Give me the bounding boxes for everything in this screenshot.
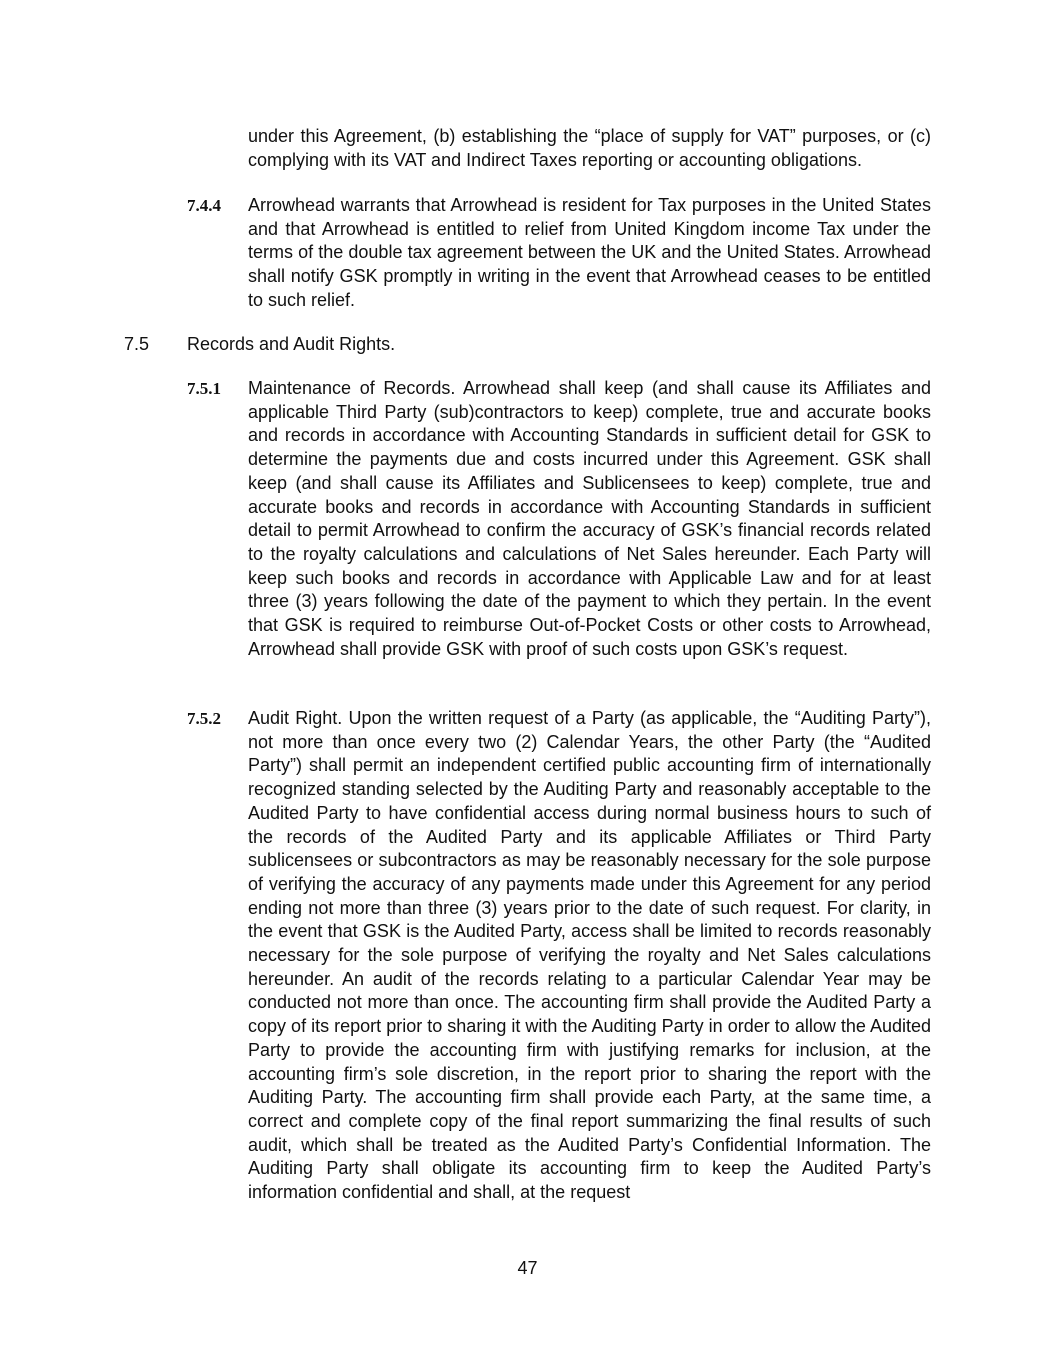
section-number-7-5: 7.5: [124, 334, 150, 354]
clause-7-5-1-text: Maintenance of Records. Arrowhead shall keep (and shall cause its Affiliates and applicable Third Party (sub)contractors to keep) complete, true and accurate books and records in accordance with Accounting Standards in sufficient detail for GSK to determine the payments due and costs incurred under this Agreement. GSK shall keep (and shall cause its Affiliates and Sublicensees to keep) complete, true and accurate books and records in accordance with Accounting Standards in sufficient detail to permit Arrowhead to confirm the accuracy of GSK’s financial records related to the royalty calculations and calculations of Net Sales hereunder. Each Party will keep such books and records in accordance with Applicable Law and for at least three (3) years following the date of the payment to which they pertain. In the event that GSK is required to reimburse Out-of-Pocket Costs or other costs to Arrowhead, Arrowhead shall provide GSK with proof of such costs upon GSK’s request.: [248, 378, 931, 659]
section-title-7-5: Records and Audit Rights.: [187, 334, 396, 354]
clause-number-7-5-2: 7.5.2: [187, 709, 221, 728]
clause-7-5-2-text: Audit Right. Upon the written request of a Party (as applicable, the “Auditing Party”), not more than once every two (2) Calendar Years, the other Party (the “Audited Party”) shall permit an independent certified public accounting firm of internationally recognized standing selected by the Auditing Party and reasonably acceptable to the Audited Party to have confidential access during normal business hours to such of the records of the Audited Party and its applicable Affiliates or Third Party sublicensees or subcontractors as may be reasonably necessary for the sole purpose of verifying the accuracy of any payments made under this Agreement for any period ending not more than three (3) years prior to the date of such request. For clarity, in the event that GSK is the Audited Party, access shall be limited to records reasonably necessary for the sole purpose of verifying the royalty and Net Sales calculations hereunder. An audit of the records relating to a particular Calendar Year may be conducted not more than once. The accounting firm shall provide the Audited Party a copy of its report prior to sharing it with the Auditing Party in order to allow the Audited Party to provide the accounting firm with justifying remarks for inclusion, at the accounting firm’s sole discretion, in the report prior to sharing the report with the Auditing Party. The accounting firm shall provide each Party, at the same time, a correct and complete copy of the final report summarizing the final results of such audit, which shall be treated as the Audited Party’s Confidential Information. The Auditing Party shall obligate its accounting firm to keep the Audited Party’s information confidential and shall, at the request: [248, 708, 931, 1203]
page-number: 47: [517, 1258, 538, 1278]
continuation-paragraph: under this Agreement, (b) establishing the “place of supply for VAT” purposes, or (c) complying with its VAT and Indirect Taxes reporting or accounting obligations.: [248, 126, 931, 170]
clause-7-4-4-text: Arrowhead warrants that Arrowhead is resident for Tax purposes in the United States and that Arrowhead is entitled to relief from United Kingdom income Tax under the terms of the double tax agreement between the UK and the United States. Arrowhead shall notify GSK promptly in writing in the event that Arrowhead ceases to be entitled to such relief.: [248, 195, 931, 310]
clause-number-7-4-4: 7.4.4: [187, 196, 221, 215]
clause-number-7-5-1: 7.5.1: [187, 379, 221, 398]
